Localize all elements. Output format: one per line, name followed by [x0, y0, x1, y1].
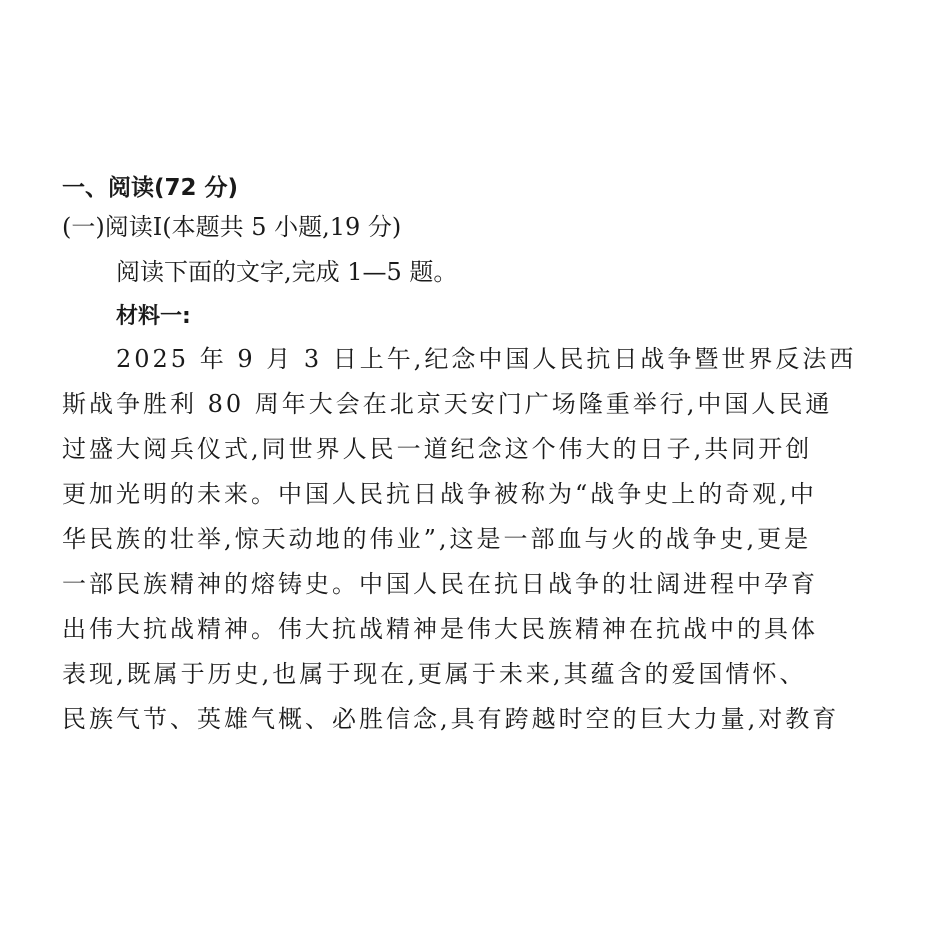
- material-line: 过盛大阅兵仪式,同世界人民一道纪念这个伟大的日子,共同开创: [62, 435, 813, 463]
- material-line: 表现,既属于历史,也属于现在,更属于未来,其蕴含的爱国情怀、: [62, 660, 807, 688]
- material-line: 出伟大抗战精神。伟大抗战精神是伟大民族精神在抗战中的具体: [62, 615, 818, 643]
- material-line: 一部民族精神的熔铸史。中国人民在抗日战争的壮阔进程中孕育: [62, 570, 818, 598]
- material-line: 华民族的壮举,惊天动地的伟业”,这是一部血与火的战争史,更是: [62, 525, 812, 553]
- material-line: 2025 年 9 月 3 日上午,纪念中国人民抗日战争暨世界反法西: [116, 345, 857, 373]
- material-line: 斯战争胜利 80 周年大会在北京天安门广场隆重举行,中国人民通: [62, 390, 833, 418]
- reading-instruction: 阅读下面的文字,完成 1—5 题。: [116, 258, 458, 286]
- material-line: 更加光明的未来。中国人民抗日战争被称为“战争史上的奇观,中: [62, 480, 817, 508]
- section-title: 一、阅读(72 分): [62, 175, 239, 201]
- material-line: 民族气节、英雄气概、必胜信念,具有跨越时空的巨大力量,对教育: [62, 705, 840, 733]
- document-page: [62, 168, 892, 742]
- material-label: 材料一:: [116, 304, 191, 329]
- material-body: [62, 337, 892, 742]
- subsection-title: (一)阅读Ⅰ(本题共 5 小题,19 分): [62, 213, 402, 241]
